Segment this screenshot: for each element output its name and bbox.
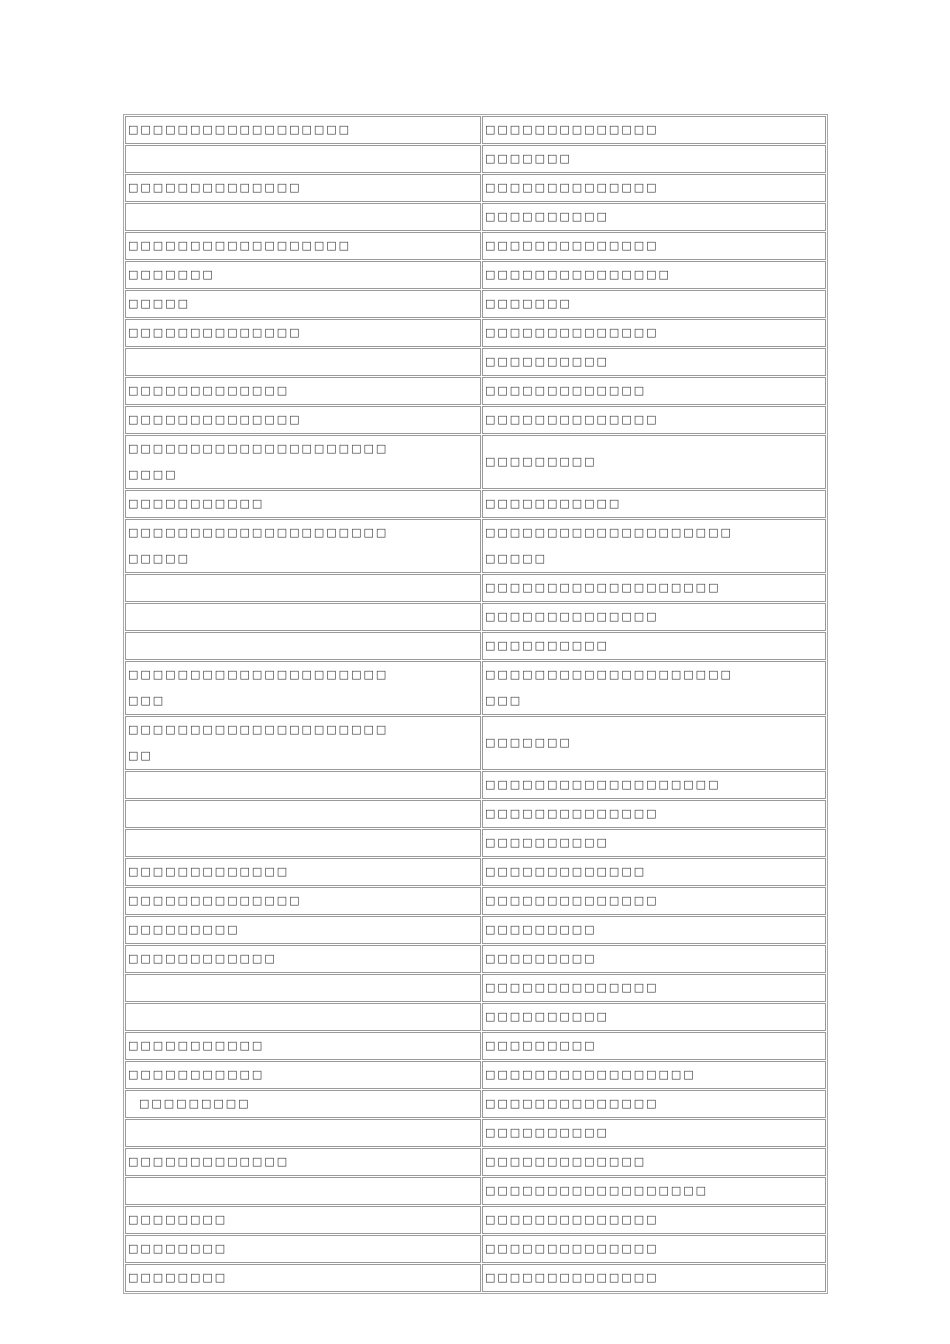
- table-cell-left: [125, 603, 481, 631]
- table-cell-right: □□□□□□□□□□□□□: [482, 377, 826, 405]
- table-cell-right: □□□□□□□□□□□□□□□□□□□: [482, 771, 826, 799]
- table-cell-right: □□□□□□□: [482, 290, 826, 318]
- table-cell-left: □□□□□□□□: [125, 1235, 481, 1263]
- table-row: [125, 1177, 826, 1205]
- table-cell-right: □□□□□□□: [482, 145, 826, 173]
- table-cell-left: □□□□□□□□□□□□□□□□□□□□□ □□□□□: [125, 519, 481, 573]
- table-cell-right: □□□□□□□□□: [482, 1032, 826, 1060]
- table-row: [125, 261, 826, 289]
- table-row: [125, 348, 826, 376]
- table-cell-right: □□□□□□□□□□□□□□□□□□□: [482, 574, 826, 602]
- table-cell-left: □□□□□□□□□□□□□: [125, 377, 481, 405]
- table-row: [125, 1090, 826, 1118]
- table-cell-left: □□□□□□□□□□□□□□□□□□: [125, 116, 481, 144]
- table-cell-left: □□□□□□□□: [125, 1206, 481, 1234]
- table-cell-left: □□□□□□□□□□□□□□: [125, 406, 481, 434]
- table-cell-right: □□□□□□□□□□□□□□□□□□: [482, 1177, 826, 1205]
- table-row: [125, 145, 826, 173]
- table-row: [125, 1235, 826, 1263]
- table-cell-left: [125, 1003, 481, 1031]
- table-cell-left: □□□□□□□□□□□□□□□□□□□□□ □□□: [125, 661, 481, 715]
- table-cell-right: □□□□□□□□□□□□□□: [482, 1206, 826, 1234]
- table-row: [125, 632, 826, 660]
- table-row: [125, 1148, 826, 1176]
- table-cell-left: □□□□□□□□□□□: [125, 1061, 481, 1089]
- table-row: [125, 1003, 826, 1031]
- table-row: [125, 435, 826, 489]
- table-row: [125, 974, 826, 1002]
- table-row: [125, 1061, 826, 1089]
- table-cell-left: [125, 829, 481, 857]
- table-cell-left: [125, 800, 481, 828]
- table-cell-left: □□□□□: [125, 290, 481, 318]
- table-row: [125, 319, 826, 347]
- table-cell-right: □□□□□□□□□□□□□□: [482, 887, 826, 915]
- table-cell-right: □□□□□□□□□□□□□□: [482, 974, 826, 1002]
- table-row: [125, 519, 826, 573]
- table-cell-left: [125, 145, 481, 173]
- table-cell-right: □□□□□□□□□□: [482, 632, 826, 660]
- table-cell-right: □□□□□□□□□□: [482, 829, 826, 857]
- table-cell-right: □□□□□□□□□□□: [482, 490, 826, 518]
- table-cell-left: [125, 632, 481, 660]
- table-cell-left: □□□□□□□□□: [125, 1090, 481, 1118]
- table-cell-left: □□□□□□□□□□□□□□: [125, 319, 481, 347]
- table-cell-right: □□□□□□□□□□□□□: [482, 1148, 826, 1176]
- table-cell-right: □□□□□□□□□□□□□□: [482, 406, 826, 434]
- table-row: [125, 203, 826, 231]
- table-row: [125, 1119, 826, 1147]
- table-row: [125, 116, 826, 144]
- table-cell-right: □□□□□□□□□□□□□□: [482, 232, 826, 260]
- table-cell-right: □□□□□□□□□□□□□□□□□□□□ □□□: [482, 661, 826, 715]
- table-cell-right: □□□□□□□□□: [482, 435, 826, 489]
- table-row: [125, 858, 826, 886]
- table-cell-right: □□□□□□□□□□□□□□□□□: [482, 1061, 826, 1089]
- table-cell-right: □□□□□□□□□□□□□: [482, 858, 826, 886]
- table-cell-left: □□□□□□□□□□□: [125, 1032, 481, 1060]
- table-cell-left: [125, 348, 481, 376]
- table-cell-right: □□□□□□□□□: [482, 945, 826, 973]
- table-cell-left: □□□□□□□□: [125, 1264, 481, 1292]
- table-cell-right: □□□□□□□□□: [482, 916, 826, 944]
- table-row: [125, 574, 826, 602]
- table-cell-left: □□□□□□□□□□□: [125, 490, 481, 518]
- table-row: [125, 1032, 826, 1060]
- table-row: [125, 406, 826, 434]
- table-cell-left: □□□□□□□□□□□□□□□□□□□□□ □□: [125, 716, 481, 770]
- table-cell-left: □□□□□□□□□□□□□□: [125, 174, 481, 202]
- table-cell-right: □□□□□□□□□□: [482, 1119, 826, 1147]
- table-row: [125, 829, 826, 857]
- table-cell-right: □□□□□□□□□□□□□□: [482, 116, 826, 144]
- table-row: [125, 945, 826, 973]
- table-row: [125, 490, 826, 518]
- table-cell-right: □□□□□□□□□□□□□□: [482, 603, 826, 631]
- table-row: [125, 887, 826, 915]
- table-cell-right: □□□□□□□□□□□□□□: [482, 1090, 826, 1118]
- table-row: [125, 716, 826, 770]
- document-table: [123, 114, 828, 1294]
- table-cell-left: □□□□□□□: [125, 261, 481, 289]
- table-row: [125, 1206, 826, 1234]
- table-row: [125, 174, 826, 202]
- table-row: [125, 603, 826, 631]
- table-cell-left: □□□□□□□□□□□□: [125, 945, 481, 973]
- table-row: [125, 800, 826, 828]
- table-cell-left: [125, 974, 481, 1002]
- table-row: [125, 661, 826, 715]
- table-cell-right: □□□□□□□□□□: [482, 348, 826, 376]
- table-row: [125, 1264, 826, 1292]
- table-row: [125, 916, 826, 944]
- table-cell-left: □□□□□□□□□□□□□: [125, 1148, 481, 1176]
- table-cell-right: □□□□□□□□□□□□□□□: [482, 261, 826, 289]
- table-cell-right: □□□□□□□□□□□□□□: [482, 800, 826, 828]
- table-cell-left: □□□□□□□□□: [125, 916, 481, 944]
- table-cell-right: □□□□□□□□□□: [482, 203, 826, 231]
- table-cell-right: □□□□□□□□□□□□□□□□□□□□ □□□□□: [482, 519, 826, 573]
- table-cell-right: □□□□□□□□□□□□□□: [482, 1235, 826, 1263]
- table-cell-left: [125, 1119, 481, 1147]
- table-cell-right: □□□□□□□□□□□□□□: [482, 319, 826, 347]
- table-row: [125, 232, 826, 260]
- table-cell-left: [125, 1177, 481, 1205]
- table-cell-right: □□□□□□□□□□□□□□: [482, 1264, 826, 1292]
- table-cell-right: □□□□□□□□□□: [482, 1003, 826, 1031]
- table-cell-left: [125, 574, 481, 602]
- document-table-body: [125, 116, 826, 1292]
- table-cell-right: □□□□□□□□□□□□□□: [482, 174, 826, 202]
- table-cell-left: □□□□□□□□□□□□□□□□□□: [125, 232, 481, 260]
- table-cell-left: [125, 771, 481, 799]
- table-cell-left: □□□□□□□□□□□□□: [125, 858, 481, 886]
- table-cell-left: □□□□□□□□□□□□□□: [125, 887, 481, 915]
- table-row: [125, 377, 826, 405]
- table-cell-left: □□□□□□□□□□□□□□□□□□□□□ □□□□: [125, 435, 481, 489]
- table-cell-left: [125, 203, 481, 231]
- table-cell-right: □□□□□□□: [482, 716, 826, 770]
- table-row: [125, 290, 826, 318]
- table-row: [125, 771, 826, 799]
